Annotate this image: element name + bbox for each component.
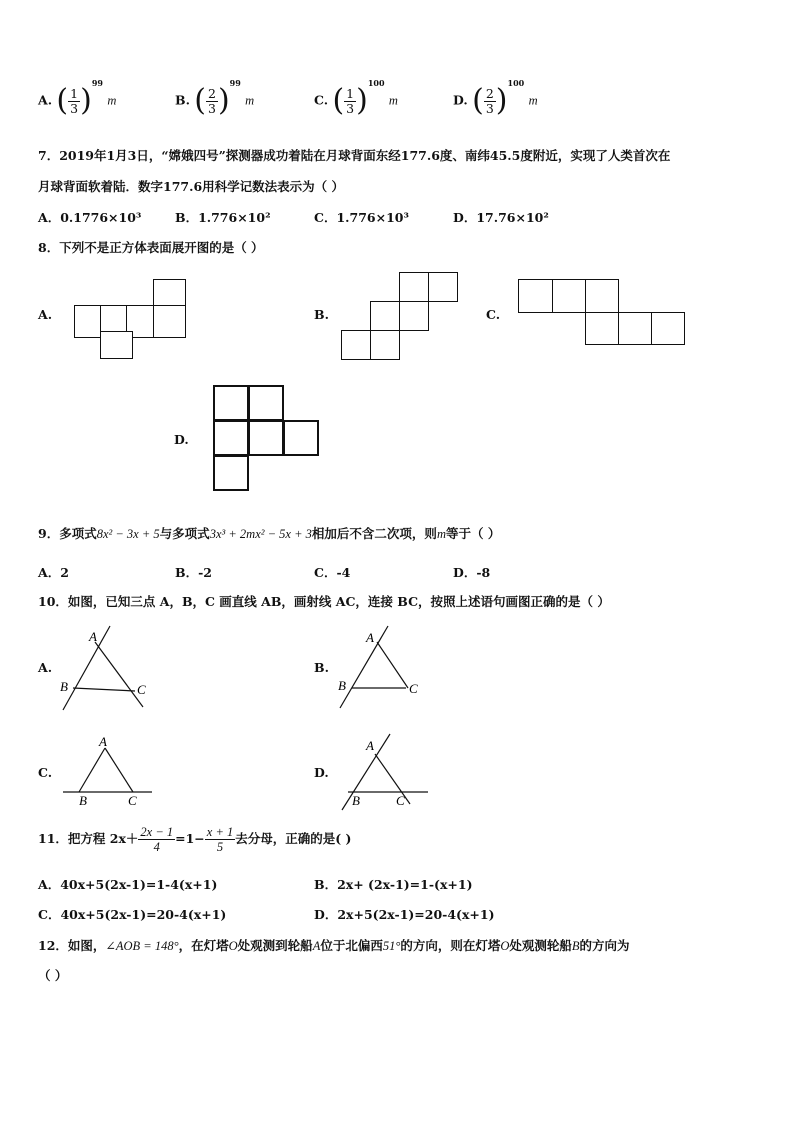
net-cell [585,312,619,345]
q7-option-b[interactable]: B．1.776×10² [175,210,271,225]
q11-option-a[interactable]: A．40x+5(2x-1)=1-4(x+1) [38,877,218,892]
q9-option-d[interactable]: D．-8 [453,565,491,580]
q9-stem: 9．多项式8x² − 3x + 5与多项式3x³ + 2mx² − 5x + 3相加后不含二次项，则m等于（ ） [38,526,501,541]
q9-poly2: 3x³ + 2mx² − 5x + 3 [209,527,312,541]
q8-stem: 8．下列不是正方体表面展开图的是（ ） [38,240,264,255]
net-cell [213,455,249,491]
ray-ac [95,642,143,707]
q10-label-a[interactable]: A. [38,660,53,675]
segment-ab [79,748,105,792]
net-cell [213,385,249,421]
net-cell [153,279,186,306]
net-cell [618,312,652,345]
q7-option-c[interactable]: C．1.776×10³ [314,210,409,225]
q10-figure-b [330,622,430,714]
net-cell [341,330,371,360]
q7-option-d[interactable]: D．17.76×10² [453,210,549,225]
q10-stem: 10．如图，已知三点 A，B，C 画直线 AB，画射线 AC，连接 BC，按照上述语句画图正确的是（ ） [38,594,610,609]
q10-figure-c [55,730,160,810]
net-cell [213,420,249,456]
point-a-label: A [366,738,374,753]
point-c-label: C [396,793,405,808]
net-cell [370,330,400,360]
net-cell [100,331,133,359]
segment-ac [105,748,133,792]
point-b-label: B [60,679,68,694]
net-cell [283,420,319,456]
q11-option-b[interactable]: B．2x+ (2x-1)=1-(x+1) [314,877,473,892]
segment-bc [73,688,135,691]
q8-label-c[interactable]: C. [486,307,501,322]
line-ab [63,626,110,710]
q10-figure-d [330,730,435,812]
net-cell [428,272,458,302]
point-c-label: C [137,682,146,697]
ray-ac [377,642,408,688]
net-cell [248,385,284,421]
q11-fraction-1: $\frac{2x - 1}{4}$ [140,825,174,854]
point-b-label: B [338,678,346,693]
q12-answer-paren[interactable]: （ ） [38,968,68,983]
q8-label-d[interactable]: D. [174,432,189,447]
q9-option-b[interactable]: B．-2 [175,565,212,580]
q6-option-a[interactable]: A. ( $\frac{1}{3}$ )$^{99}$ m [38,78,117,118]
point-a-label: A [89,629,97,644]
point-a-label: A [99,734,107,749]
q6-option-b[interactable]: B. ( $\frac{2}{3}$ )$^{99}$ m [175,78,255,118]
line-ab [340,626,388,708]
q12-stem: 12．如图，∠AOB = 148°，在灯塔O处观测到轮船A位于北偏西51°的方向，则在灯塔O处观测轮船B的方向为 [38,938,630,953]
net-cell [399,301,429,331]
q11-option-d[interactable]: D．2x+5(2x-1)=20-4(x+1) [314,907,495,922]
point-b-label: B [79,793,87,808]
q6-option-d[interactable]: D. ( $\frac{2}{3}$ )$^{100}$ m [453,78,538,118]
q10-label-b[interactable]: B. [314,660,329,675]
q9-poly1: 8x² − 3x + 5 [96,527,160,541]
q7-stem-line1: 7．2019年1月3日，“嫦娥四号”探测器成功着陆在月球背面东经177.6度、南纬45.5度附近，实现了人类首次在 [38,148,671,163]
q10-label-d[interactable]: D. [314,765,329,780]
q11-option-c[interactable]: C．40x+5(2x-1)=20-4(x+1) [38,907,227,922]
point-c-label: C [128,793,137,808]
point-a-label: A [366,630,374,645]
net-cell [370,301,400,331]
net-cell [651,312,685,345]
q8-label-a[interactable]: A. [38,307,53,322]
net-cell [585,279,619,313]
net-cell [518,279,553,313]
net-cell [248,420,284,456]
q9-option-a[interactable]: A．2 [38,565,69,580]
point-c-label: C [409,681,418,696]
q10-figure-a [55,622,155,714]
q7-stem-line2: 月球背面软着陆．数字177.6用科学记数法表示为（ ） [38,179,344,194]
net-cell [153,305,186,338]
net-cell [399,272,429,302]
q9-option-c[interactable]: C．-4 [314,565,351,580]
q10-label-c[interactable]: C. [38,765,53,780]
ray-ac [375,754,410,804]
q6-option-c[interactable]: C. ( $\frac{1}{3}$ )$^{100}$ m [314,78,398,118]
net-cell [552,279,586,313]
q11-stem: 11．把方程 2x＋ $\frac{2x - 1}{4}$ =1− $\frac{x + 1}{5}$ 去分母，正确的是( ) [38,825,352,854]
q8-label-b[interactable]: B. [314,307,329,322]
point-b-label: B [352,793,360,808]
q7-option-a[interactable]: A．0.1776×10³ [38,210,142,225]
q11-fraction-2: $\frac{x + 1}{5}$ [206,825,234,854]
